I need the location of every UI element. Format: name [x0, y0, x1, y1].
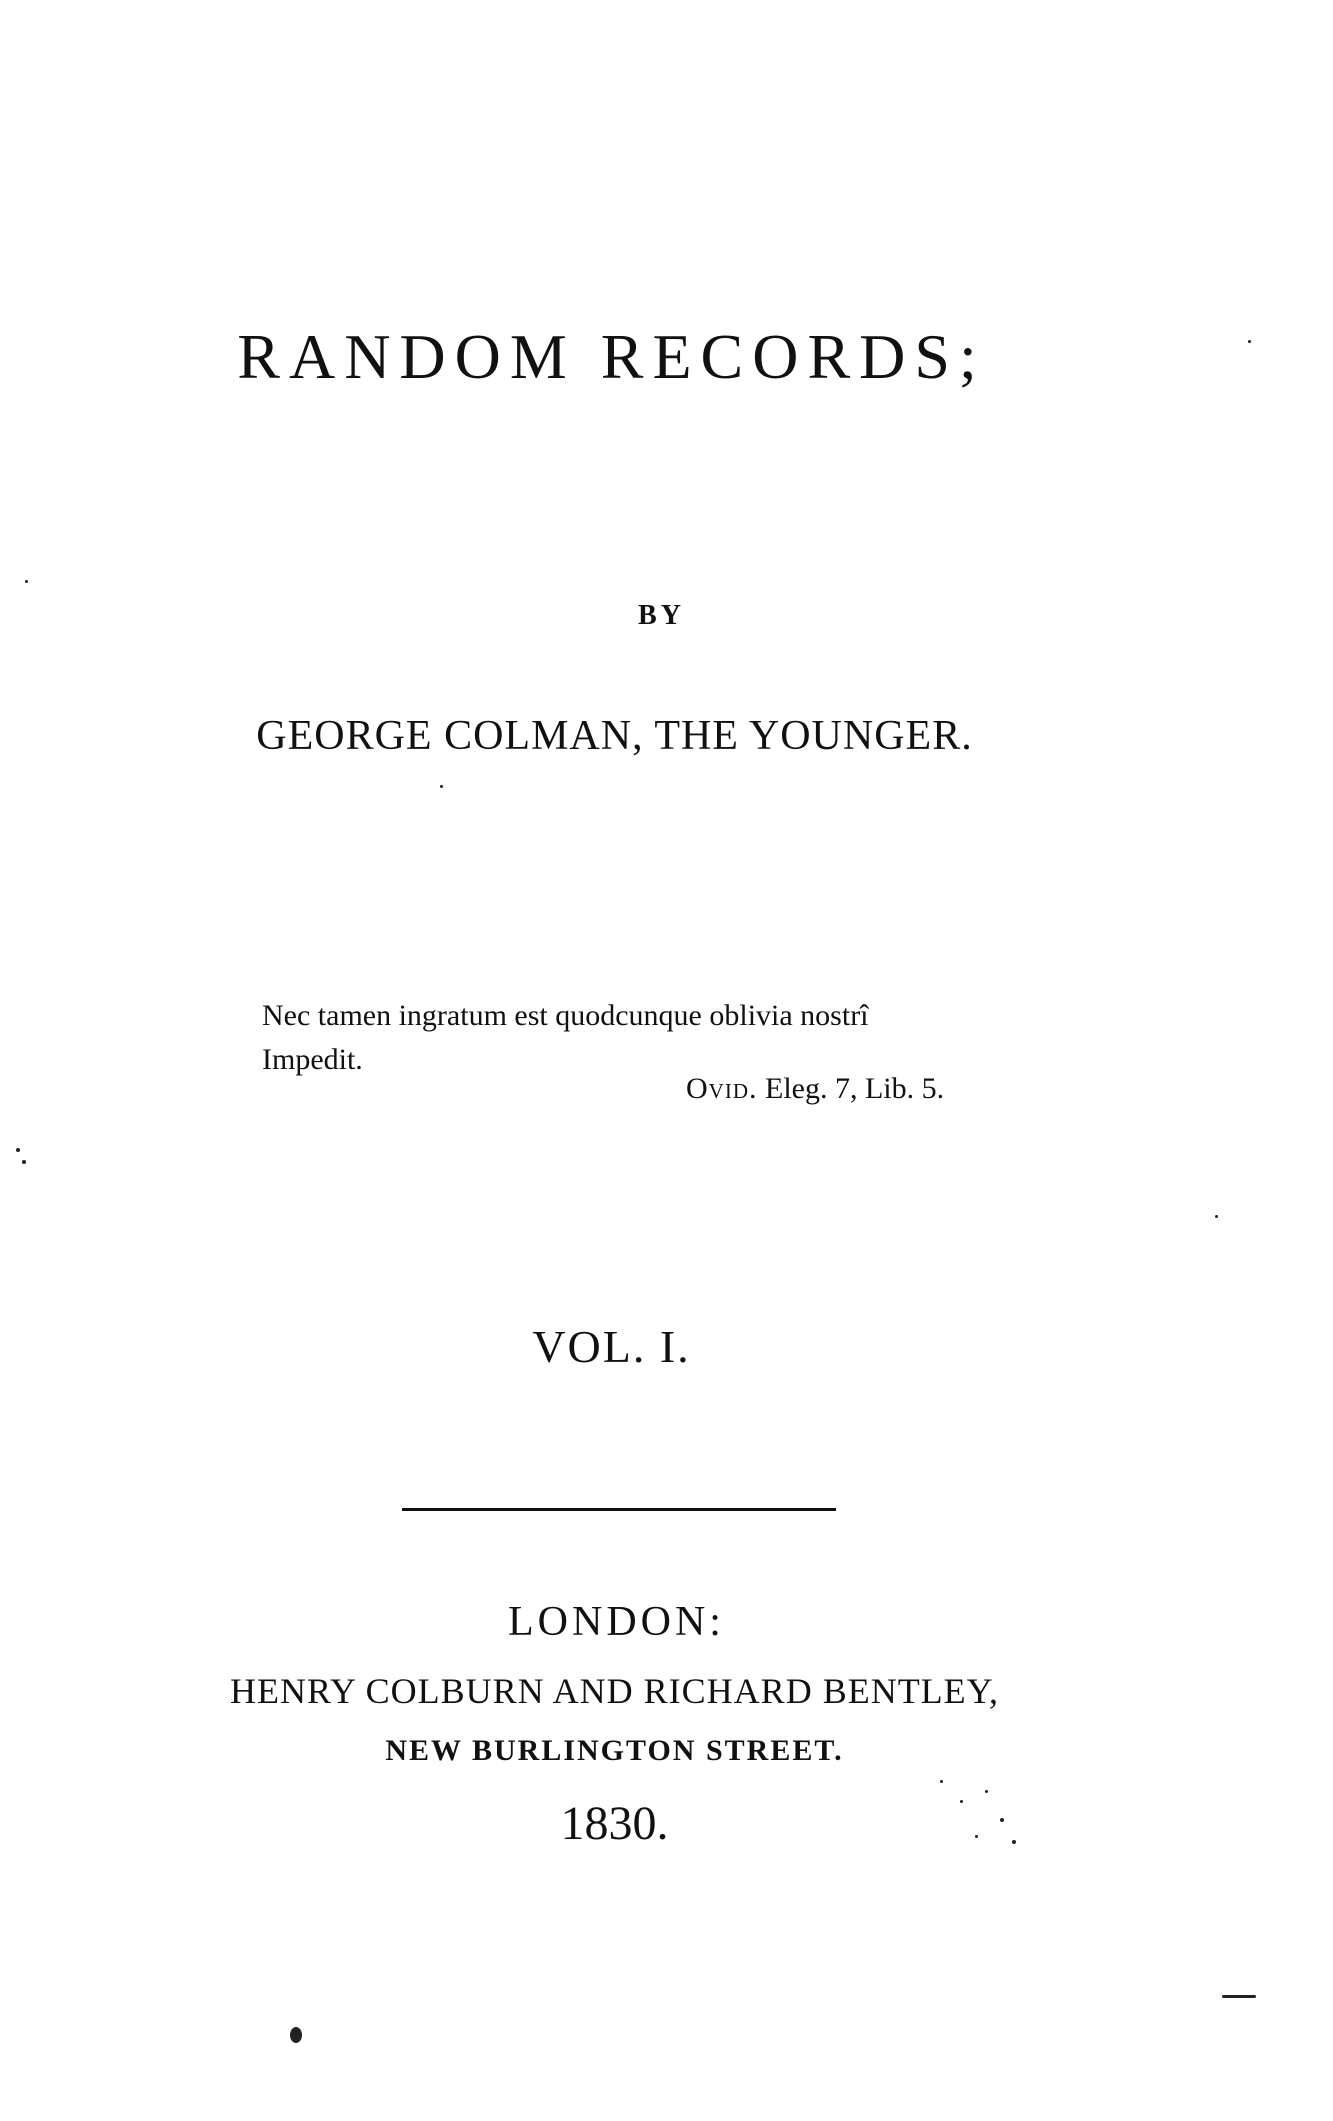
book-title: RANDOM RECORDS; [237, 321, 986, 392]
citation-author: Ovid. [686, 1072, 758, 1105]
scan-speck [985, 1790, 988, 1793]
scan-speck [940, 1780, 943, 1783]
scan-speck [16, 1148, 20, 1152]
scan-speck [1222, 1995, 1256, 1998]
scan-speck [440, 785, 443, 788]
scan-speck [1012, 1840, 1016, 1844]
scan-speck [290, 2027, 302, 2043]
scan-speck [22, 1160, 26, 1164]
volume-number: VOL. I. [532, 1321, 691, 1372]
scan-speck [25, 580, 28, 583]
imprint-city: LONDON: [508, 1599, 725, 1645]
author-name: GEORGE COLMAN, THE YOUNGER. [256, 713, 973, 759]
scan-speck [960, 1800, 963, 1803]
by-line: BY [638, 600, 685, 631]
epigraph-citation [686, 1072, 944, 1106]
imprint-publisher: HENRY COLBURN AND RICHARD BENTLEY, [229, 1671, 1000, 1711]
citation-reference: Eleg. 7, Lib. 5. [757, 1072, 945, 1105]
imprint-street: NEW BURLINGTON STREET. [385, 1734, 844, 1767]
scan-speck [1248, 340, 1251, 343]
imprint-year: 1830. [560, 1797, 669, 1850]
epigraph-line-1: Nec tamen ingratum est quodcunque oblivia nostrî [262, 999, 869, 1032]
scan-speck [975, 1835, 978, 1838]
epigraph-line-2: Impedit. [262, 1043, 363, 1076]
epigraph [262, 994, 869, 1082]
scan-speck [1215, 1215, 1218, 1218]
scan-speck [1000, 1818, 1004, 1822]
divider-rule [402, 1508, 836, 1511]
